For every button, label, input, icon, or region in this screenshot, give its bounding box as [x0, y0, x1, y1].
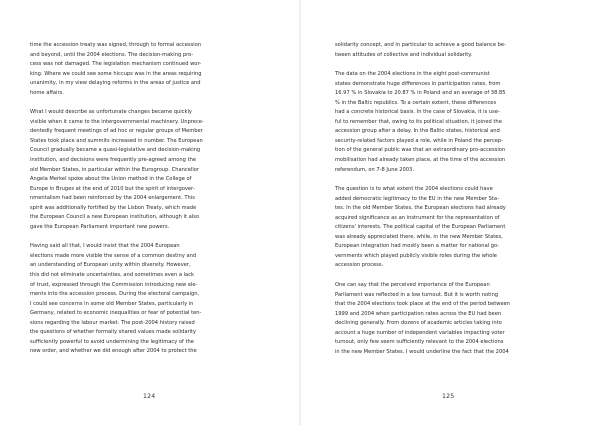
text-line: unanimity, in my view delaying reforms in the areas of justice and [30, 80, 201, 87]
paragraph [335, 70, 574, 175]
text-line: and beyond, until the 2004 elections. The decision-making pro- [30, 51, 194, 58]
text-line: visible when it came to the intergovernmental machinery. Unprece- [30, 118, 204, 125]
text-line: the European Council a new European institution, although it also [30, 214, 200, 221]
text-line: home affairs. [30, 89, 64, 96]
text-line: % in the Baltic republics. To a certain extent, these differences [335, 99, 497, 106]
text-line: The question is to what extent the 2004 elections could have [335, 186, 493, 193]
text-line: Having said all that, I would insist that the 2004 European [30, 243, 180, 250]
text-line: Angela Merkel spoke about the Union method in the College of [30, 176, 192, 183]
text-line: had a concrete historical basis. In the case of Slovakia, it is use- [335, 109, 500, 116]
text-line: tes. In the old Member States, the European elections had already [335, 205, 506, 212]
text-line: I could see concerns in some old Member States, particularly in [30, 300, 194, 307]
paragraph [335, 41, 574, 60]
text-line: European integration had mostly been a matter for national go- [335, 243, 500, 250]
text-line: States took place and summits increased in number. The European [30, 137, 203, 144]
text-line: was already appreciated there, while, in the new Member States, [335, 233, 503, 240]
text-line: tween attitudes of collective and individual solidarity. [335, 51, 473, 58]
text-line: 16.97 % in Slovakia to 20.87 % in Poland and an average of 38.85 [335, 90, 506, 97]
text-line: that the 2004 elections took place at the end of the period between [335, 301, 511, 308]
text-line: dentedly frequent meetings of ad hoc or regular groups of Member [30, 128, 203, 135]
text-line: this did not eliminate uncertainties, and sometimes even a lack [30, 272, 195, 279]
text-line: What I would describe as unfortunate changes became quickly [30, 109, 192, 116]
right-page-text [335, 41, 574, 367]
text-line: accession process. [335, 262, 384, 269]
text-line: solidarity concept, and in particular to achieve a good balance be- [335, 42, 506, 48]
text-line: ful to remember that, owing to its political situation, it joined the [335, 118, 502, 125]
text-line: of trust, expressed through the Commission introducing new ele- [30, 281, 198, 288]
text-line: the questions of whether formally shared values made solidarity [30, 329, 197, 336]
text-line: tion of the general public was that an extraordinary pro-accession [335, 147, 506, 154]
text-line: new order, and whether we did enough after 2004 to protect the [30, 348, 197, 355]
paragraph [30, 242, 267, 357]
text-line: 1999 and 2004 when participation rates across the EU had been [335, 310, 502, 317]
text-line: added democratic legitimacy to the EU in the new Member Sta- [335, 195, 499, 202]
paragraph [30, 108, 267, 232]
text-line: elections made more visible the sense of a common destiny and [30, 252, 197, 259]
right-page [300, 0, 600, 425]
text-line: an understanding of European unity within diversity. However, [30, 262, 191, 269]
text-line: institution, and decisions were frequently pre-agreed among the [30, 157, 197, 164]
text-line: states demonstrate huge differences in participation rates, from [335, 80, 501, 87]
text-line: ments into the accession process. During the electoral campaign, [30, 291, 200, 298]
paragraph [335, 281, 574, 357]
text-line: sions regarding the labour market. The post-2004 history raised [30, 319, 195, 326]
text-line: king. Where we could see some hiccups was in the areas requiring [30, 70, 202, 77]
text-line: cess was not damaged. The legislation mechanism continued wor- [30, 61, 202, 68]
text-line: security-related factors played a role, while in Poland the percep- [335, 137, 504, 144]
text-line: in the new Member States. I would underline the fact that the 2004 [335, 348, 509, 355]
text-line: The data on the 2004 elections in the eight post-communist [335, 71, 490, 78]
paragraph [30, 41, 267, 98]
text-line: time the accession treaty was signed, through to formal accession [30, 42, 202, 48]
text-line: One can say that the perceived importance of the European [335, 282, 490, 289]
text-line: Europe in Bruges at the end of 2010 but the spirit of intergover- [30, 185, 195, 192]
text-line: accession group after a delay. In the Baltic states, historical and [335, 128, 500, 135]
text-line: acquired significance as an instrument for the representation of [335, 214, 500, 221]
text-line: nmentalism had been reinforced by the 2004 enlargement. This [30, 195, 195, 202]
page-number: 124 [143, 393, 156, 400]
page-number: 125 [442, 393, 455, 400]
text-line: account a huge number of independent variables impacting voter [335, 329, 505, 336]
text-line: citizens' interests. The political capital of the European Parliament [335, 224, 506, 231]
paragraph [335, 185, 574, 271]
text-line: referendum, on 7-8 June 2003. [335, 166, 414, 173]
text-line: gave the European Parliament important new powers. [30, 223, 170, 230]
text-line: spirit was additionally fortified by the Lisbon Treaty, which made [30, 204, 197, 211]
left-page-text [30, 41, 267, 367]
text-line: vernments which played publicly visible roles during the whole [335, 252, 497, 259]
text-line: declining generally. From dozens of academic articles taking into [335, 320, 502, 327]
text-line: Council gradually became a quasi-legislative and decision-making [30, 147, 201, 154]
text-line: old Member States, in particular within the Eurogroup. Chancellor [30, 166, 200, 173]
text-line: Germany, related to economic inequalities or fear of potential ten- [30, 310, 202, 317]
text-line: mobilisation had already taken place, at the time of the accession [335, 157, 506, 164]
text-line: turnout, only few seem sufficiently relevant to the 2004 elections [335, 339, 504, 346]
text-line: Parliament was reflected in a low turnout. But it is worth noting [335, 291, 499, 298]
text-line: sufficiently powerful to avoid undermining the legitimacy of the [30, 338, 194, 345]
